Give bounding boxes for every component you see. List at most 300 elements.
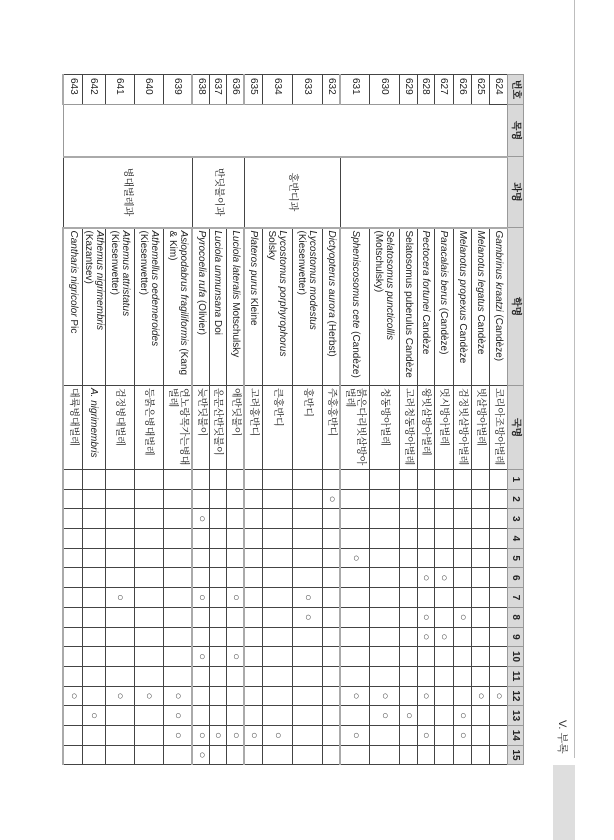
korean-name: 큰홍반디 (263, 386, 293, 470)
scientific-author: Candèze (475, 311, 486, 355)
table-body (64, 75, 508, 765)
site-cell-12 (293, 686, 323, 706)
scientific-binomial: Lycostomus modestus (307, 230, 319, 330)
header-site-11: 11 (508, 666, 524, 686)
site-cell-10 (64, 647, 83, 667)
site-cell-1 (106, 470, 135, 490)
row-number: 631 (341, 75, 370, 105)
site-cell-9 (435, 627, 454, 647)
occurrence-mark-icon: ○ (195, 653, 208, 660)
row-number: 632 (323, 75, 341, 105)
site-cell-8 (210, 607, 227, 627)
site-cell-10 (370, 647, 400, 667)
scientific-name (227, 228, 245, 386)
site-cell-8 (193, 607, 210, 627)
site-cell-2 (227, 489, 245, 509)
site-cell-7 (64, 588, 83, 608)
site-cell-1 (370, 470, 400, 490)
site-cell-2 (400, 489, 418, 509)
site-cell-8 (293, 607, 323, 627)
site-cell-14 (106, 725, 135, 745)
site-cell-7 (227, 588, 245, 608)
site-cell-7 (370, 588, 400, 608)
scientific-name (293, 228, 323, 386)
site-cell-7 (472, 588, 490, 608)
site-cell-9 (341, 627, 370, 647)
scientific-binomial: Melanotus propexus (457, 230, 468, 321)
site-cell-14 (245, 725, 263, 745)
occurrence-mark-icon: ○ (114, 594, 127, 601)
site-cell-8 (227, 607, 245, 627)
scientific-binomial: Paracalais berus (438, 230, 450, 305)
site-cell-1 (341, 470, 370, 490)
scientific-name (454, 228, 472, 386)
site-cell-2 (106, 489, 135, 509)
site-cell-14 (193, 725, 210, 745)
site-cell-6 (106, 568, 135, 588)
occurrence-mark-icon: ○ (172, 731, 185, 739)
row-number: 643 (64, 75, 83, 105)
korean-name: 빗살방아벌레 (472, 386, 490, 470)
scientific-author: Pic (67, 316, 79, 334)
site-cell-7 (323, 588, 341, 608)
occurrence-mark-icon: ○ (420, 731, 433, 739)
scientific-name (341, 228, 370, 386)
site-cell-12 (490, 686, 508, 706)
chapter-tab-block (553, 765, 575, 840)
site-cell-13 (106, 706, 135, 726)
family-cell: 홍반디과 (245, 157, 341, 228)
header-site-10: 10 (508, 647, 524, 667)
occurrence-mark-icon: ○ (212, 731, 225, 739)
site-cell-9 (135, 627, 164, 647)
site-cell-6 (490, 568, 508, 588)
site-cell-13 (370, 706, 400, 726)
site-cell-14 (227, 725, 245, 745)
scientific-author: Selatosomus puberulus Candèze (403, 230, 414, 378)
korean-name: 왕빗살방아벌레 (418, 386, 435, 470)
occurrence-mark-icon: ○ (67, 692, 80, 700)
site-cell-8 (490, 607, 508, 627)
site-cell-5 (164, 548, 193, 568)
scientific-author: (Kiesenwetter) (296, 230, 308, 295)
header-site-9: 9 (508, 627, 524, 647)
site-cell-2 (210, 489, 227, 509)
scientific-name (435, 228, 454, 386)
scientific-name (490, 228, 508, 386)
header-site-7: 7 (508, 588, 524, 608)
site-cell-13 (418, 706, 435, 726)
scientific-binomial: Spheniscosomus cete (349, 230, 361, 329)
table-row (490, 75, 508, 765)
site-cell-10 (135, 647, 164, 667)
site-cell-9 (106, 627, 135, 647)
site-cell-11 (227, 666, 245, 686)
row-number: 624 (490, 75, 508, 105)
site-cell-5 (83, 548, 106, 568)
occurrence-mark-icon: ○ (349, 731, 362, 739)
site-cell-13 (400, 706, 418, 726)
site-cell-5 (227, 548, 245, 568)
site-cell-7 (193, 588, 210, 608)
korean-name: 늦반딧불이 (193, 386, 210, 470)
occurrence-mark-icon: ○ (143, 692, 156, 700)
site-cell-14 (435, 725, 454, 745)
site-cell-4 (293, 529, 323, 549)
site-cell-8 (135, 607, 164, 627)
family-cell: 반딧불이과 (193, 157, 245, 228)
site-cell-1 (323, 470, 341, 490)
scientific-binomial: Luciola lateralis (229, 230, 241, 300)
site-cell-6 (193, 568, 210, 588)
site-cell-4 (83, 529, 106, 549)
site-cell-1 (400, 470, 418, 490)
site-cell-2 (64, 489, 83, 509)
site-cell-9 (454, 627, 472, 647)
scientific-binomial: Luciola unmunsana (212, 230, 224, 318)
site-cell-12 (263, 686, 293, 706)
site-cell-14 (83, 725, 106, 745)
site-cell-7 (293, 588, 323, 608)
scientific-author: Solsky (266, 230, 278, 260)
site-cell-15 (435, 745, 454, 765)
site-cell-10 (227, 647, 245, 667)
site-cell-13 (435, 706, 454, 726)
site-cell-4 (245, 529, 263, 549)
scientific-name (210, 228, 227, 386)
site-cell-12 (135, 686, 164, 706)
site-cell-2 (341, 489, 370, 509)
site-cell-5 (64, 548, 83, 568)
site-cell-11 (164, 666, 193, 686)
site-cell-1 (64, 470, 83, 490)
site-cell-15 (164, 745, 193, 765)
site-cell-4 (164, 529, 193, 549)
site-cell-2 (418, 489, 435, 509)
korean-name: 대륙병대벌레 (64, 386, 83, 470)
scientific-author: (Kiesenwetter) (109, 230, 120, 295)
site-cell-9 (245, 627, 263, 647)
row-number: 634 (263, 75, 293, 105)
site-cell-8 (400, 607, 418, 627)
site-cell-4 (490, 529, 508, 549)
site-cell-15 (370, 745, 400, 765)
site-cell-8 (472, 607, 490, 627)
site-cell-8 (454, 607, 472, 627)
site-cell-10 (435, 647, 454, 667)
site-cell-5 (418, 548, 435, 568)
scientific-name (164, 228, 193, 386)
header-korean-name: 국명 (508, 386, 524, 470)
site-cell-13 (64, 706, 83, 726)
site-cell-15 (341, 745, 370, 765)
site-cell-3 (490, 509, 508, 529)
site-cell-1 (210, 470, 227, 490)
site-cell-4 (263, 529, 293, 549)
scientific-author: Doi (212, 317, 224, 336)
site-cell-11 (106, 666, 135, 686)
occurrence-mark-icon: ○ (420, 692, 433, 700)
header-site-12: 12 (508, 686, 524, 706)
scientific-author: Candèze (420, 311, 432, 355)
site-cell-10 (490, 647, 508, 667)
site-cell-12 (227, 686, 245, 706)
margin-rule (574, 0, 575, 758)
occurrence-mark-icon: ○ (302, 594, 314, 601)
site-cell-2 (435, 489, 454, 509)
occurrence-mark-icon: ○ (349, 554, 362, 562)
occurrence-mark-icon: ○ (195, 594, 208, 601)
site-cell-12 (164, 686, 193, 706)
site-cell-2 (293, 489, 323, 509)
header-site-5: 5 (508, 548, 524, 568)
site-cell-10 (418, 647, 435, 667)
site-cell-4 (135, 529, 164, 549)
occurrence-mark-icon: ○ (302, 613, 314, 621)
site-cell-4 (400, 529, 418, 549)
site-cell-1 (164, 470, 193, 490)
scientific-binomial: Pyrocoelia rufa (195, 230, 207, 298)
site-cell-7 (210, 588, 227, 608)
site-cell-8 (418, 607, 435, 627)
site-cell-10 (263, 647, 293, 667)
site-cell-3 (435, 509, 454, 529)
site-cell-11 (370, 666, 400, 686)
site-cell-3 (106, 509, 135, 529)
site-cell-1 (490, 470, 508, 490)
site-cell-7 (245, 588, 263, 608)
scientific-binomial: Plateros purus (248, 230, 260, 295)
site-cell-6 (400, 568, 418, 588)
site-cell-13 (323, 706, 341, 726)
site-cell-8 (263, 607, 293, 627)
site-cell-4 (227, 529, 245, 549)
site-cell-1 (263, 470, 293, 490)
site-cell-5 (293, 548, 323, 568)
site-cell-5 (454, 548, 472, 568)
site-cell-14 (323, 725, 341, 745)
site-cell-5 (435, 548, 454, 568)
site-cell-10 (245, 647, 263, 667)
site-cell-11 (135, 666, 164, 686)
site-cell-10 (164, 647, 193, 667)
site-cell-7 (164, 588, 193, 608)
site-cell-2 (135, 489, 164, 509)
scientific-author: (Olivier) (195, 297, 207, 335)
korean-name: 주홍홍반디 (323, 386, 341, 470)
family-cell (341, 157, 508, 228)
scientific-author: Candèze (457, 320, 468, 364)
occurrence-mark-icon: ○ (438, 633, 451, 641)
site-cell-12 (210, 686, 227, 706)
site-cell-1 (435, 470, 454, 490)
site-cell-3 (164, 509, 193, 529)
site-cell-9 (193, 627, 210, 647)
korean-name: 코리아조방아벌레 (490, 386, 508, 470)
korean-name: A. nigrimembris (83, 386, 106, 470)
site-cell-2 (164, 489, 193, 509)
occurrence-mark-icon: ○ (272, 731, 284, 739)
site-cell-13 (164, 706, 193, 726)
scientific-author: (Candèze) (438, 304, 450, 355)
site-cell-10 (454, 647, 472, 667)
site-cell-15 (323, 745, 341, 765)
scientific-binomial: Gambrinus kraatzi (493, 230, 504, 312)
site-cell-13 (193, 706, 210, 726)
site-cell-15 (227, 745, 245, 765)
site-cell-3 (263, 509, 293, 529)
occurrence-mark-icon: ○ (379, 692, 391, 700)
site-cell-6 (83, 568, 106, 588)
scientific-binomial: Melanotus legatus (475, 230, 486, 312)
site-cell-10 (323, 647, 341, 667)
scientific-author: Motschulsky (229, 299, 241, 358)
scientific-binomial: Athemus nigrimembris (94, 230, 105, 330)
site-cell-12 (400, 686, 418, 706)
site-cell-12 (106, 686, 135, 706)
site-cell-3 (193, 509, 210, 529)
site-cell-7 (106, 588, 135, 608)
site-cell-12 (418, 686, 435, 706)
scientific-name (418, 228, 435, 386)
site-cell-3 (323, 509, 341, 529)
occurrence-mark-icon: ○ (195, 515, 208, 523)
row-number: 628 (418, 75, 435, 105)
row-number: 641 (106, 75, 135, 105)
row-number: 642 (83, 75, 106, 105)
site-cell-3 (418, 509, 435, 529)
site-cell-12 (454, 686, 472, 706)
table-row (227, 75, 245, 765)
korean-name: 연노랑목가는병대벌레 (164, 386, 193, 470)
site-cell-1 (418, 470, 435, 490)
site-cell-15 (418, 745, 435, 765)
site-cell-7 (490, 588, 508, 608)
site-cell-5 (400, 548, 418, 568)
occurrence-mark-icon: ○ (248, 731, 261, 739)
site-cell-1 (472, 470, 490, 490)
header-scientific-name: 학명 (508, 228, 524, 386)
site-cell-9 (64, 627, 83, 647)
row-number: 626 (454, 75, 472, 105)
occurrence-mark-icon: ○ (457, 712, 469, 719)
site-cell-10 (293, 647, 323, 667)
site-cell-13 (454, 706, 472, 726)
occurrence-mark-icon: ○ (229, 653, 242, 660)
site-cell-4 (193, 529, 210, 549)
site-cell-13 (83, 706, 106, 726)
header-site-2: 2 (508, 489, 524, 509)
scientific-binomial: Pectocera fortunei (420, 230, 432, 312)
korean-name: 청동방아벌레 (370, 386, 400, 470)
scientific-name (400, 228, 418, 386)
site-cell-9 (227, 627, 245, 647)
site-cell-15 (135, 745, 164, 765)
site-cell-12 (245, 686, 263, 706)
scientific-binomial: Selatosomus puncticollis (384, 230, 396, 340)
scientific-name (245, 228, 263, 386)
scientific-name (370, 228, 400, 386)
site-cell-15 (193, 745, 210, 765)
site-cell-8 (323, 607, 341, 627)
site-cell-1 (193, 470, 210, 490)
site-cell-10 (472, 647, 490, 667)
occurrence-mark-icon: ○ (438, 574, 451, 582)
scientific-name (263, 228, 293, 386)
site-cell-2 (370, 489, 400, 509)
site-cell-6 (245, 568, 263, 588)
site-cell-1 (245, 470, 263, 490)
site-cell-8 (164, 607, 193, 627)
site-cell-5 (106, 548, 135, 568)
row-number: 635 (245, 75, 263, 105)
header-site-6: 6 (508, 568, 524, 588)
korean-name: 운문산반딧불이 (210, 386, 227, 470)
site-cell-7 (263, 588, 293, 608)
site-cell-12 (64, 686, 83, 706)
occurrence-mark-icon: ○ (420, 574, 433, 582)
korean-name: 애반딧불이 (227, 386, 245, 470)
occurrence-mark-icon: ○ (420, 613, 433, 621)
header-site-4: 4 (508, 529, 524, 549)
site-cell-12 (341, 686, 370, 706)
site-cell-4 (341, 529, 370, 549)
occurrence-mark-icon: ○ (195, 731, 208, 739)
site-cell-8 (341, 607, 370, 627)
site-cell-14 (418, 725, 435, 745)
scientific-name (193, 228, 210, 386)
site-cell-15 (400, 745, 418, 765)
site-cell-10 (83, 647, 106, 667)
site-cell-3 (135, 509, 164, 529)
site-cell-15 (245, 745, 263, 765)
site-cell-6 (293, 568, 323, 588)
occurrence-mark-icon: ○ (172, 712, 185, 719)
scientific-author: (Candèze) (349, 328, 361, 378)
site-cell-11 (323, 666, 341, 686)
row-number: 633 (293, 75, 323, 105)
header-family: 과명 (508, 157, 524, 228)
scientific-name (106, 228, 135, 386)
site-cell-4 (454, 529, 472, 549)
site-cell-11 (193, 666, 210, 686)
site-cell-2 (472, 489, 490, 509)
header-site-15: 15 (508, 745, 524, 765)
header-site-1: 1 (508, 470, 524, 490)
korean-name: 등붉은병대벌레 (135, 386, 164, 470)
occurrence-mark-icon: ○ (493, 692, 505, 700)
site-cell-9 (323, 627, 341, 647)
site-cell-2 (454, 489, 472, 509)
site-cell-5 (135, 548, 164, 568)
site-cell-11 (435, 666, 454, 686)
site-cell-5 (210, 548, 227, 568)
korean-name: 홍반디 (293, 386, 323, 470)
row-number: 625 (472, 75, 490, 105)
site-cell-14 (210, 725, 227, 745)
site-cell-15 (263, 745, 293, 765)
site-cell-6 (418, 568, 435, 588)
site-cell-9 (164, 627, 193, 647)
table-row (323, 75, 341, 765)
site-cell-7 (418, 588, 435, 608)
scientific-name (83, 228, 106, 386)
site-cell-5 (370, 548, 400, 568)
header-site-3: 3 (508, 509, 524, 529)
site-cell-5 (341, 548, 370, 568)
scientific-author: (Candèze) (493, 311, 504, 362)
chapter-label: V. 부록 (556, 720, 568, 754)
